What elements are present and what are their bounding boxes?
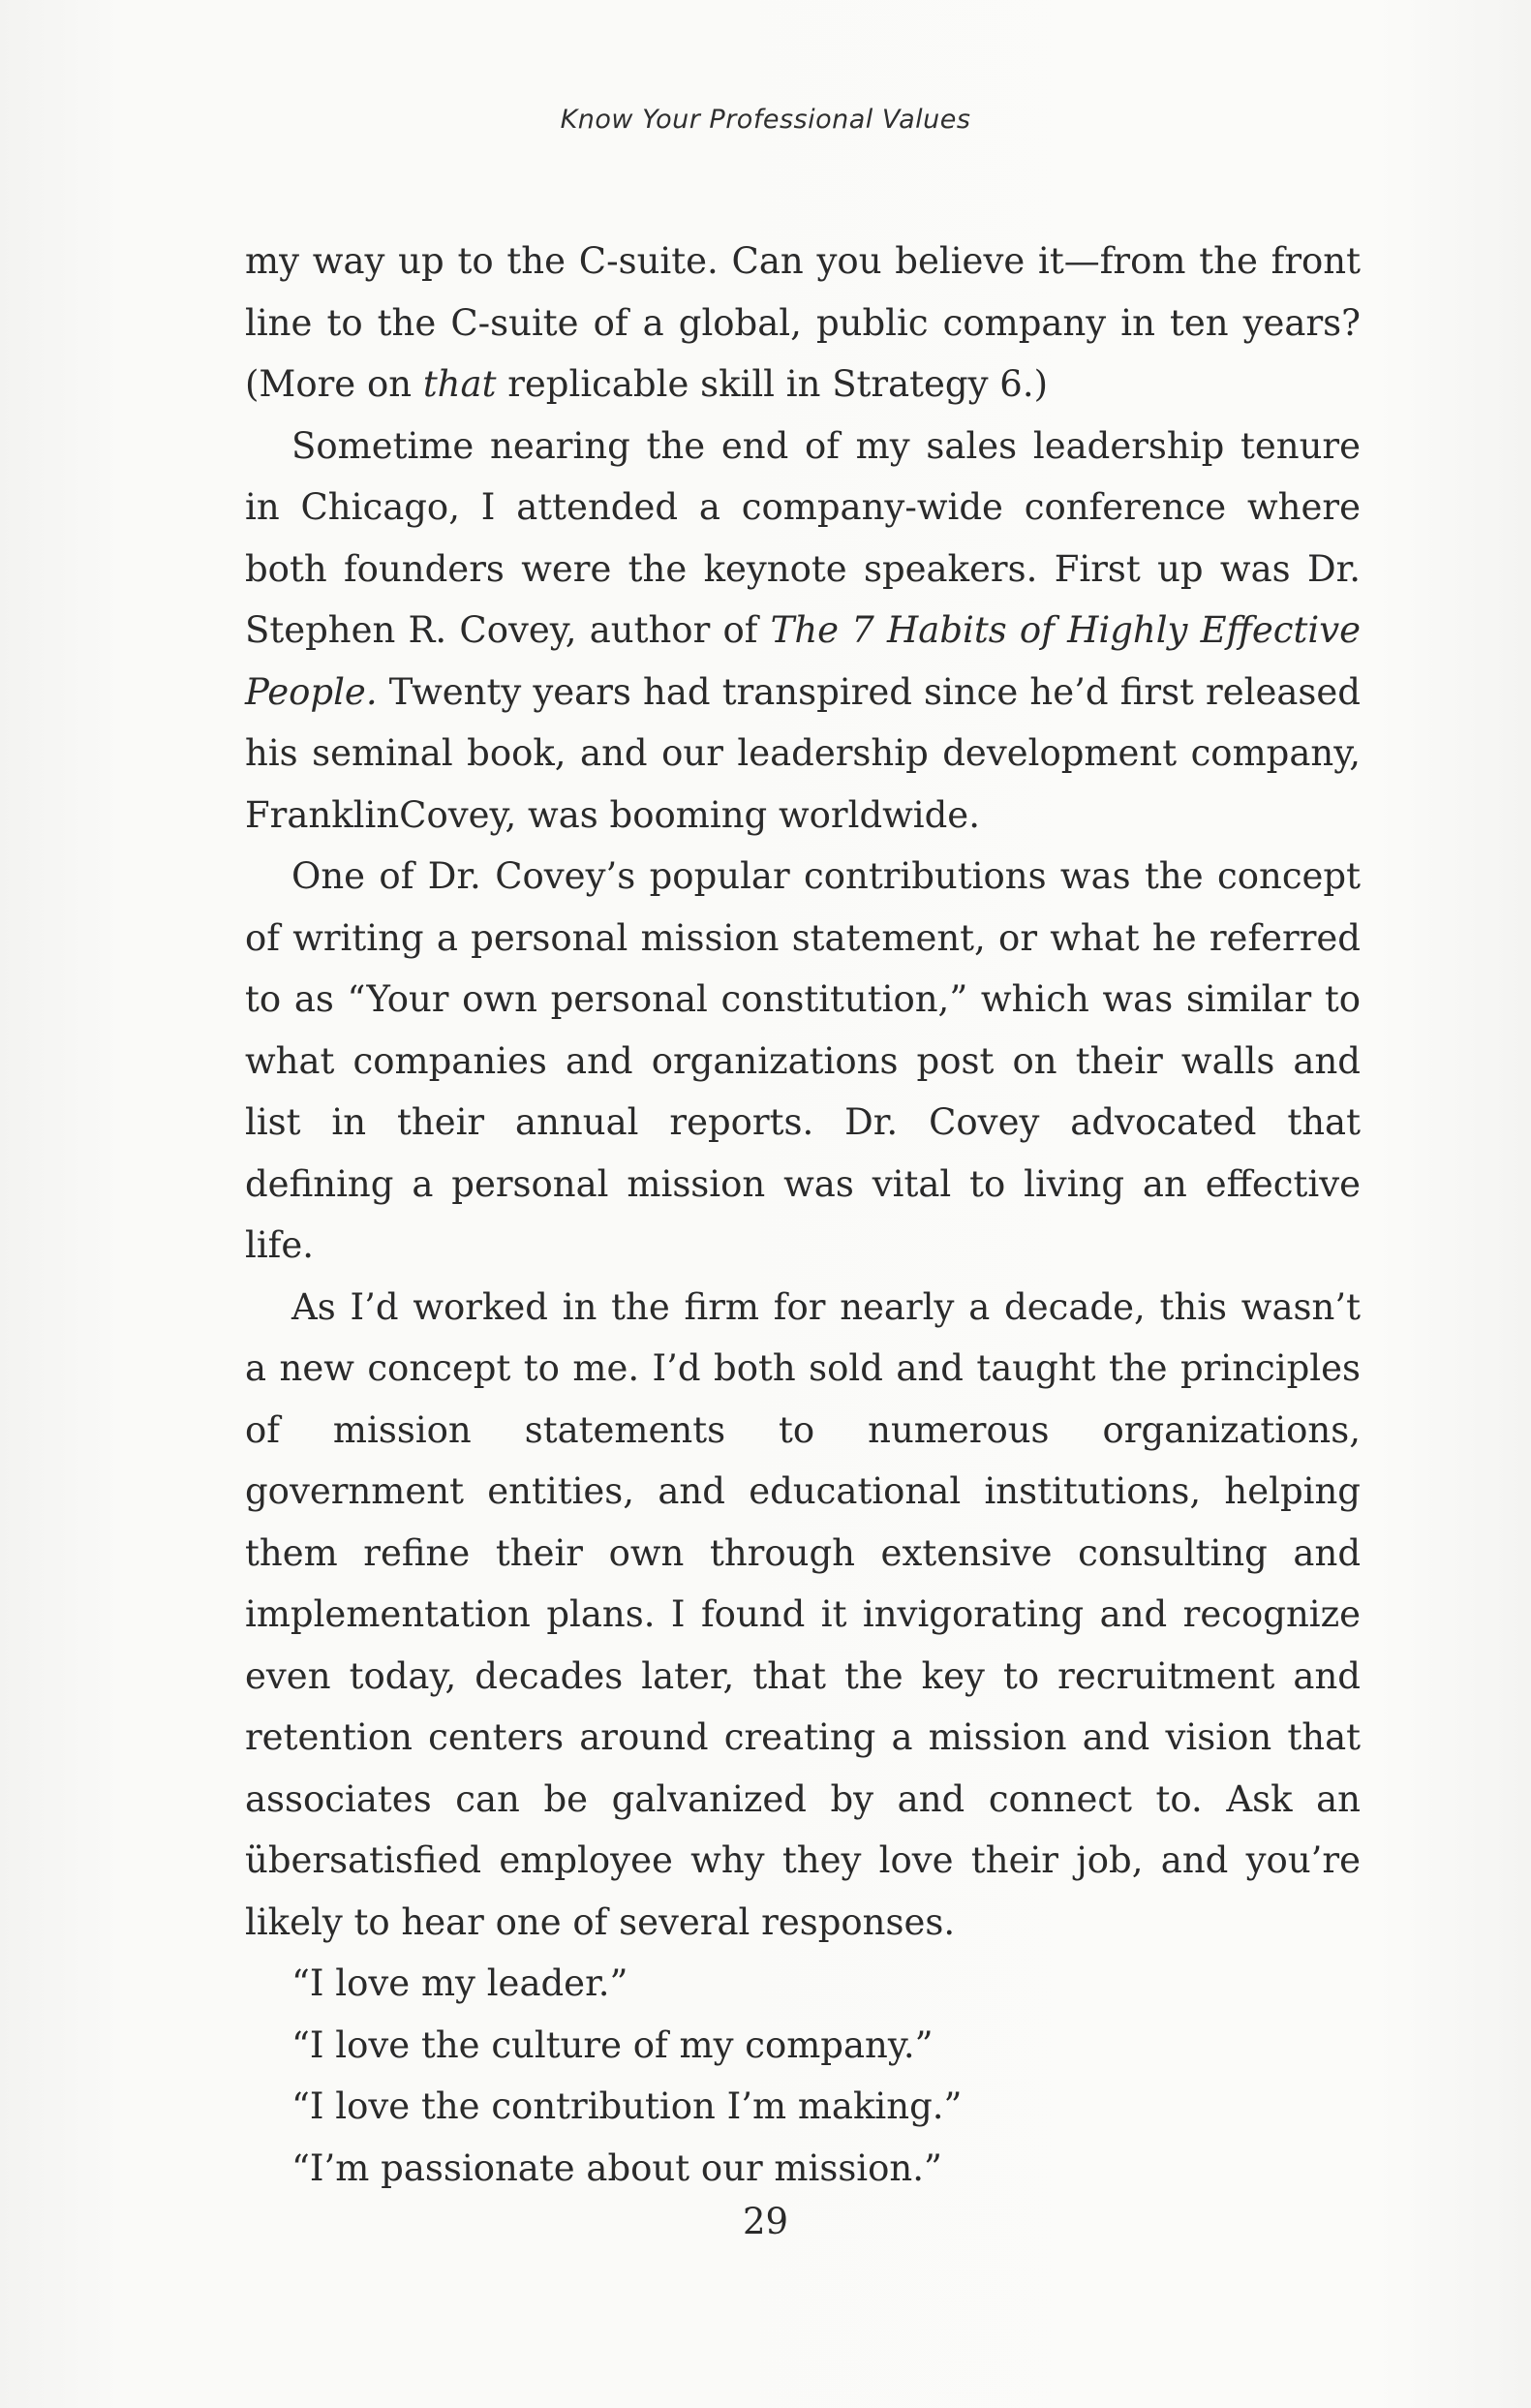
- page-number: 29: [742, 2201, 789, 2242]
- paragraph-1-text: my way up to the C-suite. Can you believe it—from the front line to the C-suite of a global, public company in ten years? (More on: [245, 240, 1361, 405]
- book-title-italic: The 7 Habits of Highly Effective People.: [245, 609, 1361, 713]
- quote-line: “I love the culture of my company.”: [291, 2023, 934, 2066]
- paragraph-4: As I’d worked in the firm for nearly a decade, this wasn’t a new concept to me. I’d both sold and taught the principles of mission statements to numerous organizations, government entities, and educational institutions, helping them refine their own through extensive consulting and implementation plans. I found it invigorating and recognize even today, decades later, that the key to recruitment and retention centers around creating a mission and vision that associates can be galvanized by and connect to. Ask an übersatisfied employee why they love their job, and you’re likely to hear one of several responses.: [245, 1285, 1361, 1943]
- quote-line: “I’m passionate about our mission.”: [291, 2146, 942, 2189]
- paragraph-1-text-end: replicable skill in Strategy 6.): [496, 363, 1049, 405]
- paragraph-1: [245, 231, 1361, 416]
- body-text: [245, 231, 1361, 2199]
- quote-line: “I love the contribution I’m making.”: [291, 2085, 963, 2127]
- paragraph-2: [245, 416, 1361, 847]
- paragraph-3: One of Dr. Covey’s popular contributions was the concept of writing a personal mission statement, or what he referred to as “Your own personal constitution,” which was similar to what companies and organizations post on their walls and list in their annual reports. Dr. Covey advocated that defining a personal mission was vital to living an effective life.: [245, 855, 1361, 1266]
- quote-line: “I love my leader.”: [291, 1962, 628, 2004]
- paragraph-1-emphasis: that: [422, 363, 497, 405]
- paragraph-2-text: Sometime nearing the end of my sales leadership tenure in Chicago, I attended a company-wide conference where both founders were the keynote speakers. First up was Dr. Stephen R. Covey, author of: [245, 424, 1361, 651]
- running-head: Know Your Professional Values: [560, 105, 971, 135]
- paragraph-2-text-end: Twenty years had transpired since he’d first released his seminal book, and our leadership development company, FranklinCovey, was booming worldwide.: [245, 670, 1361, 836]
